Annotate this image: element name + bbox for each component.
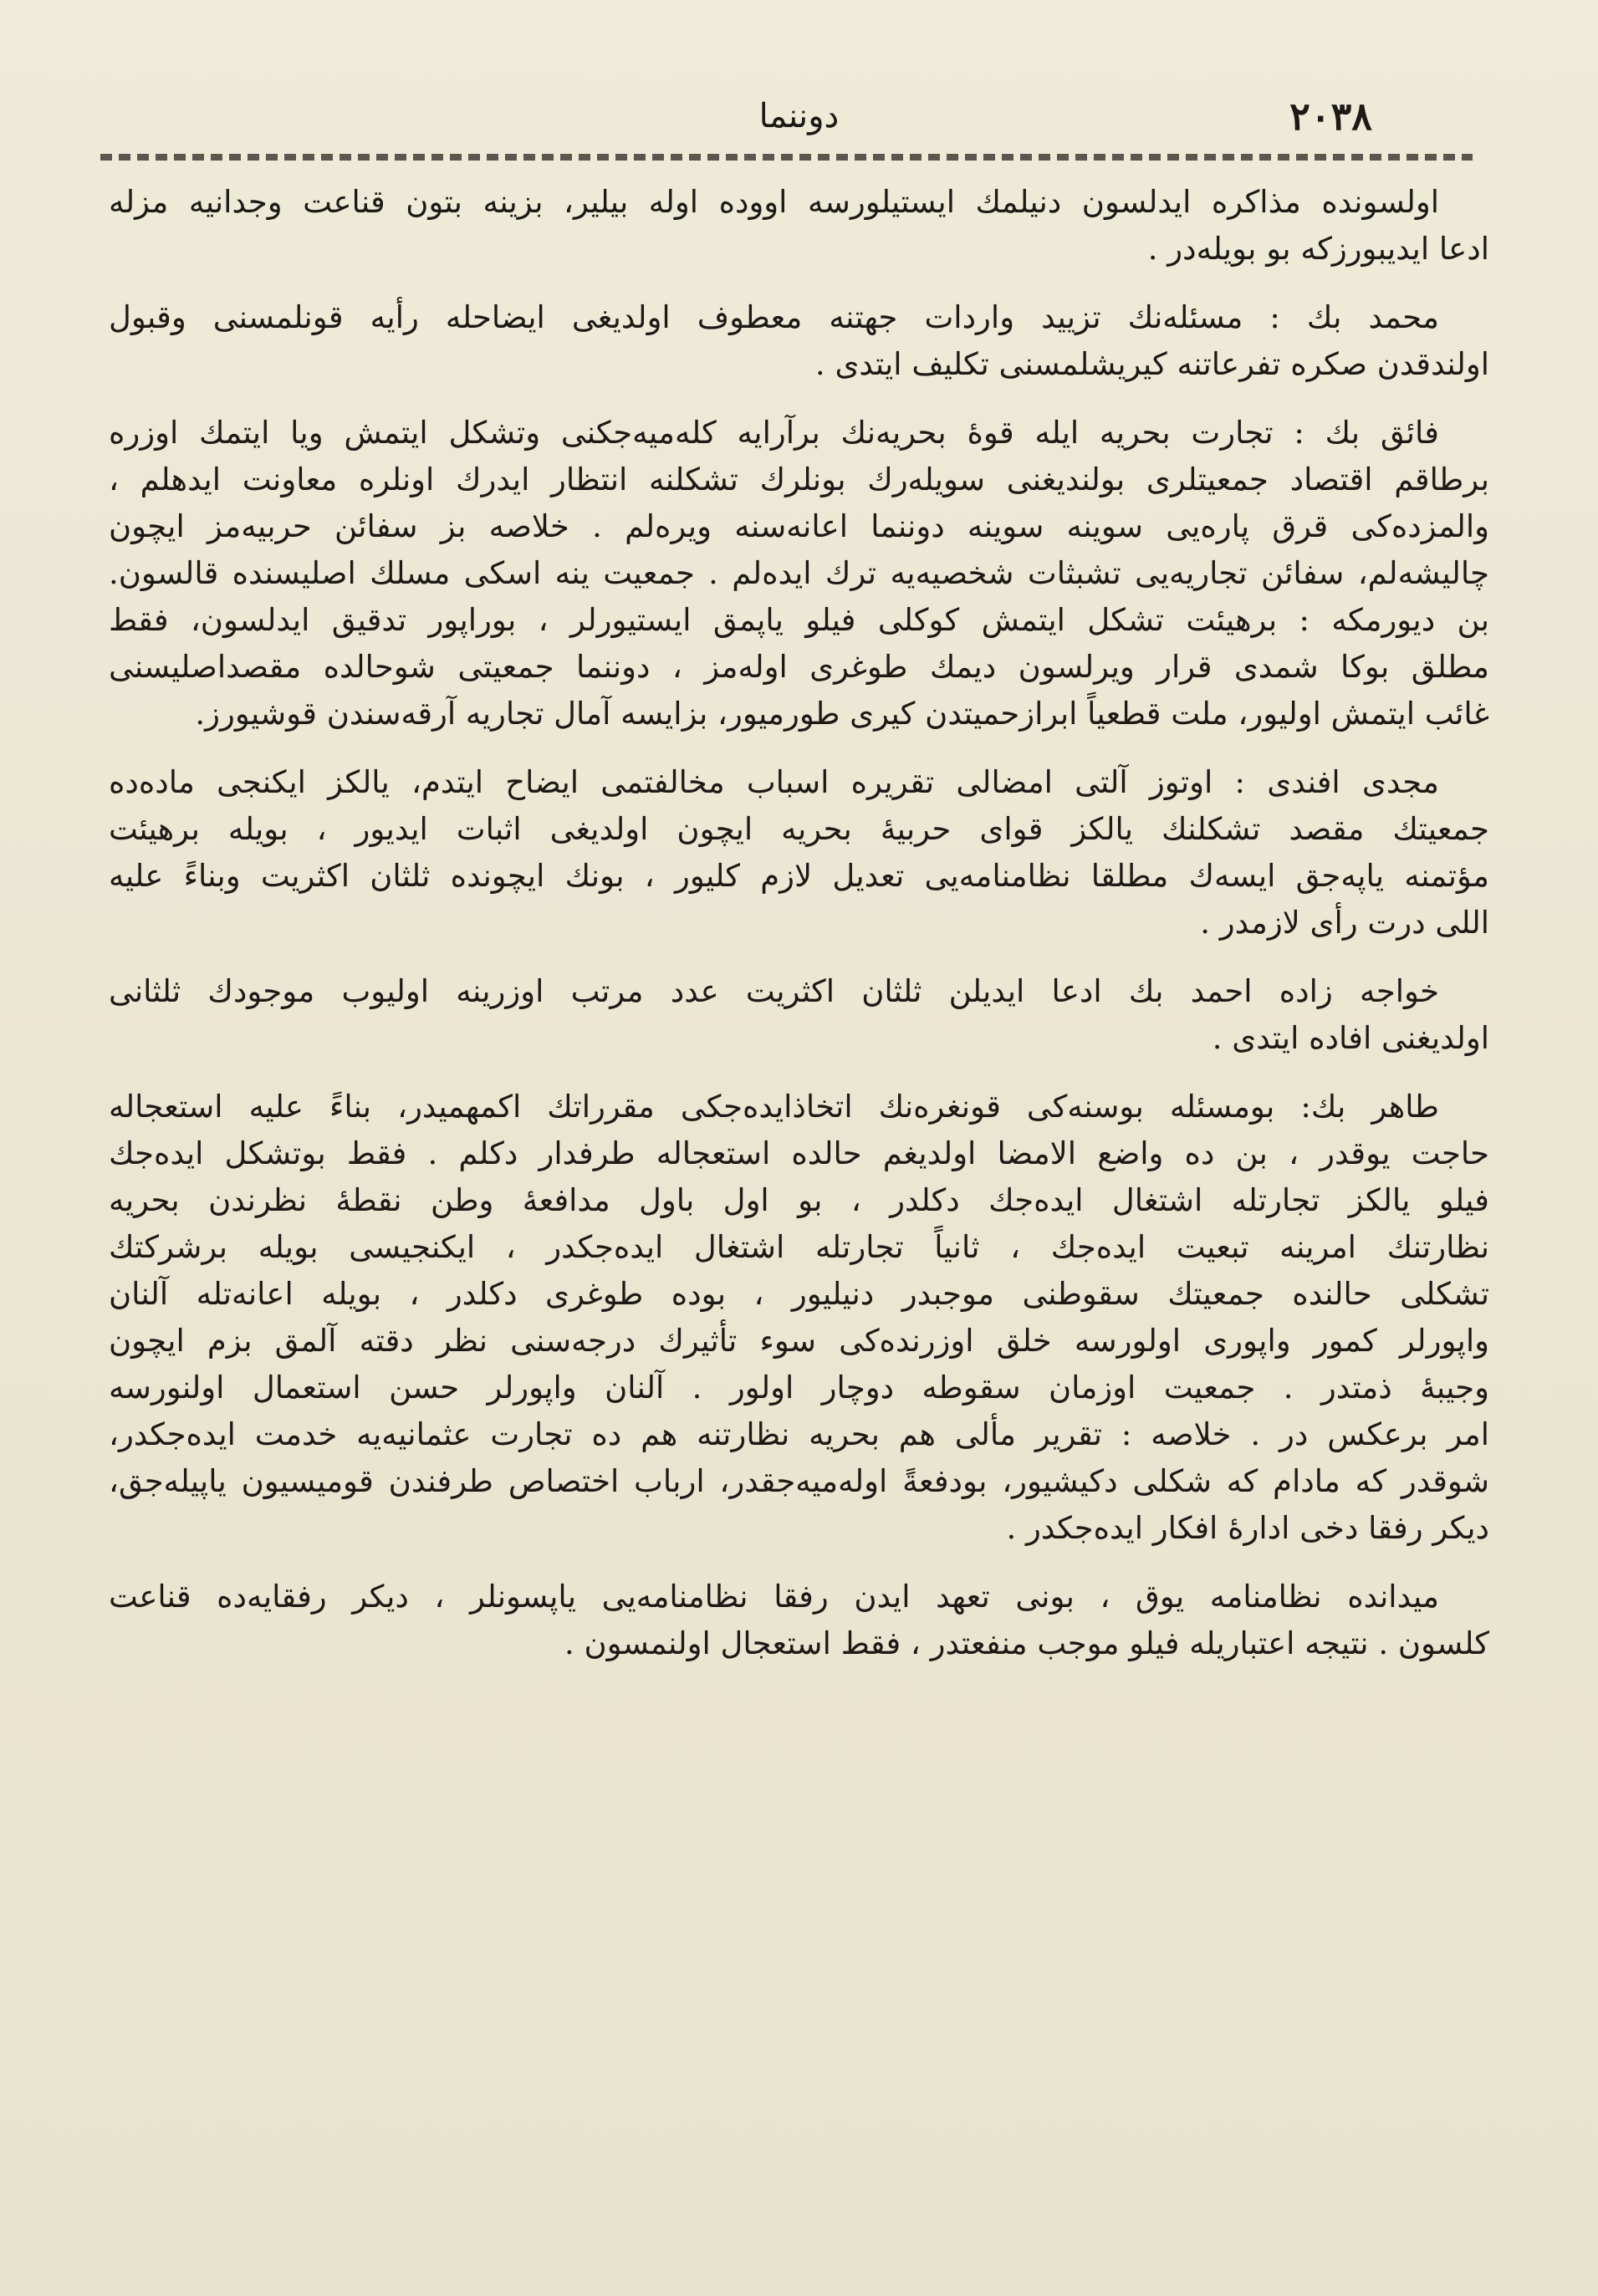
text-line: نظارتنك امرينه تبعيت ايده‌جك ، ثانياً تجارتله اشتغال ايده‌جكدر ، ايكنجيسى بويله برشركتك	[109, 1229, 1489, 1265]
page-number: ۲۰۳۸	[1289, 94, 1372, 139]
text-line: واپورلر كمور واپورى اولورسه خلق اوزرنده‌كى سوء تأثيرك درجه‌سنى نظر دقته آلمق بزم ايچون	[109, 1323, 1489, 1359]
text-line: فيلو يالكز تجارتله اشتغال ايده‌جك دكلدر ، بو اول باول مدافعهٔ وطن نقطهٔ نظرندن بحريه	[109, 1182, 1489, 1218]
text-line: فائق بك : تجارت بحريه ايله قوهٔ بحريه‌نك برآرايه كله‌ميه‌جكنى وتشكل ايتمش ويا ايتمك اوزره	[109, 415, 1439, 451]
paragraph	[109, 968, 1489, 1062]
body-text	[109, 179, 1489, 1689]
text-line: مؤتمنه ياپه‌جق ايسه‌ك مطلقا نظامنامه‌يى تعديل لازم كليور ، بونك ايچونده ثلثان اكثريت وبناءً عليه	[109, 858, 1489, 894]
paragraph	[109, 1574, 1489, 1667]
paragraph	[109, 179, 1489, 273]
text-line: كلسون . نتيجه اعتباريله فيلو موجب منفعتدر ، فقط استعجال اولنمسون .	[564, 1625, 1489, 1661]
text-line: ادعا ايديبورزكه بو بويله‌در .	[1147, 231, 1489, 267]
text-line: امر برعكس در . خلاصه : تقرير مألى هم بحريه نظارتنه هم ده تجارت عثمانيه‌يه خدمت ايده‌جكدر،	[109, 1416, 1489, 1452]
text-line: مجدى افندى : اوتوز آلتى امضالى تقريره اسباب مخالفتمى ايضاح ايتدم، يالكز ايكنجى ماده‌ده	[109, 764, 1439, 800]
text-line: طاهر بك: بومسئله بوسنه‌كى قونغره‌نك اتخاذايده‌جكى مقرراتك اكمهميدر، بناءً عليه استعجاله	[109, 1089, 1439, 1125]
text-line: بن ديورمكه : برهيئت تشكل ايتمش كوكلى فيلو ياپمق ايستيورلر ، بوراپور تدقيق ايدلسون، فقط	[109, 602, 1489, 638]
text-line: شوقدر كه مادام كه شكلى دكيشيور، بودفعةً اوله‌ميه‌جقدر، ارباب اختصاص طرفندن قوميسيون ياپيله‌جق،	[109, 1463, 1489, 1499]
running-head: دوننما	[758, 97, 840, 135]
text-line: اولندقدن صكره تفرعاتنه كيريشلمسنى تكليف ايتدى .	[814, 346, 1489, 382]
paragraph	[109, 294, 1489, 388]
text-line: اولسونده مذاكره ايدلسون دنيلمك ايستيلورسه اووده اوله بيلير، بزينه بتون قناعت وجدانيه مزله	[109, 184, 1439, 220]
text-line: مطلق بوكا شمدى قرار ويرلسون ديمك طوغرى اوله‌مز ، دوننما جمعيتى شوحالده مقصداصليسنى	[109, 649, 1489, 685]
text-line: اولديغنى افاده ايتدى .	[1212, 1020, 1489, 1056]
text-line: تشكلى حالنده جمعيتك سقوطنى موجبدر دنيليور ، بوده طوغرى دكلدر ، بويله اعانه‌تله آلنان	[109, 1276, 1489, 1312]
text-line: محمد بك : مسئله‌نك تزييد واردات جهتنه معطوف اولديغى ايضاحله رأيه قونلمسنى وقبول	[109, 299, 1439, 335]
text-line: برطاقم اقتصاد جمعيتلرى بولنديغنى سويله‌رك بونلرك تشكلنه انتظار ايدرك اونلره معاونت ايدهلم ،	[109, 462, 1489, 497]
text-line: وجيبهٔ ذمتدر . جمعيت اوزمان سقوطه دوچار اولور . آلنان واپورلر حسن استعمال اولنورسه	[109, 1370, 1489, 1406]
text-line: والمزده‌كى قرق پاره‌يى سوينه سوينه دوننما اعانه‌سنه ويره‌لم . خلاصه بز سفائن حربيه‌مز ايچون	[109, 508, 1489, 544]
page-header	[100, 94, 1498, 152]
text-line: جمعيتك مقصد تشكلنك يالكز قواى حربيهٔ بحريه ايچون اولديغى اثبات ايديور ، بويله برهيئت	[109, 811, 1489, 847]
paragraph	[109, 1084, 1489, 1552]
text-line: حاجت يوقدر ، بن ده واضع الامضا اولديغم حالده استعجاله طرفدار دكلم . فقط بوتشكل ايده‌جك	[109, 1135, 1489, 1171]
text-line: ديكر رفقا دخى ادارهٔ افكار ايده‌جكدر .	[1006, 1510, 1489, 1546]
paragraph	[109, 759, 1489, 946]
text-line: ميدانده نظامنامه يوق ، بونى تعهد ايدن رفقا نظامنامه‌يى ياپسونلر ، ديكر رفقايه‌ده قناعت	[109, 1579, 1439, 1615]
text-line: اللى درت رأى لازمدر .	[1200, 905, 1489, 941]
text-line: خواجه زاده احمد بك ادعا ايديلن ثلثان اكثريت عدد مرتب اوزرينه اوليوب موجودك ثلثانى	[109, 973, 1439, 1009]
text-line: غائب ايتمش اوليور، ملت قطعياً ابرازحميتدن كيرى طورميور، بزايسه آمال تجاريه آرقه‌سندن قوشيورز.	[195, 696, 1489, 732]
header-rule	[100, 154, 1473, 161]
paragraph	[109, 410, 1489, 737]
text-line: چاليشه‌لم، سفائن تجاريه‌يى تشبثات شخصيه‌يه ترك ايده‌لم . جمعيت ينه اسكى مسلك اصليسنده قالسون.	[109, 555, 1489, 591]
